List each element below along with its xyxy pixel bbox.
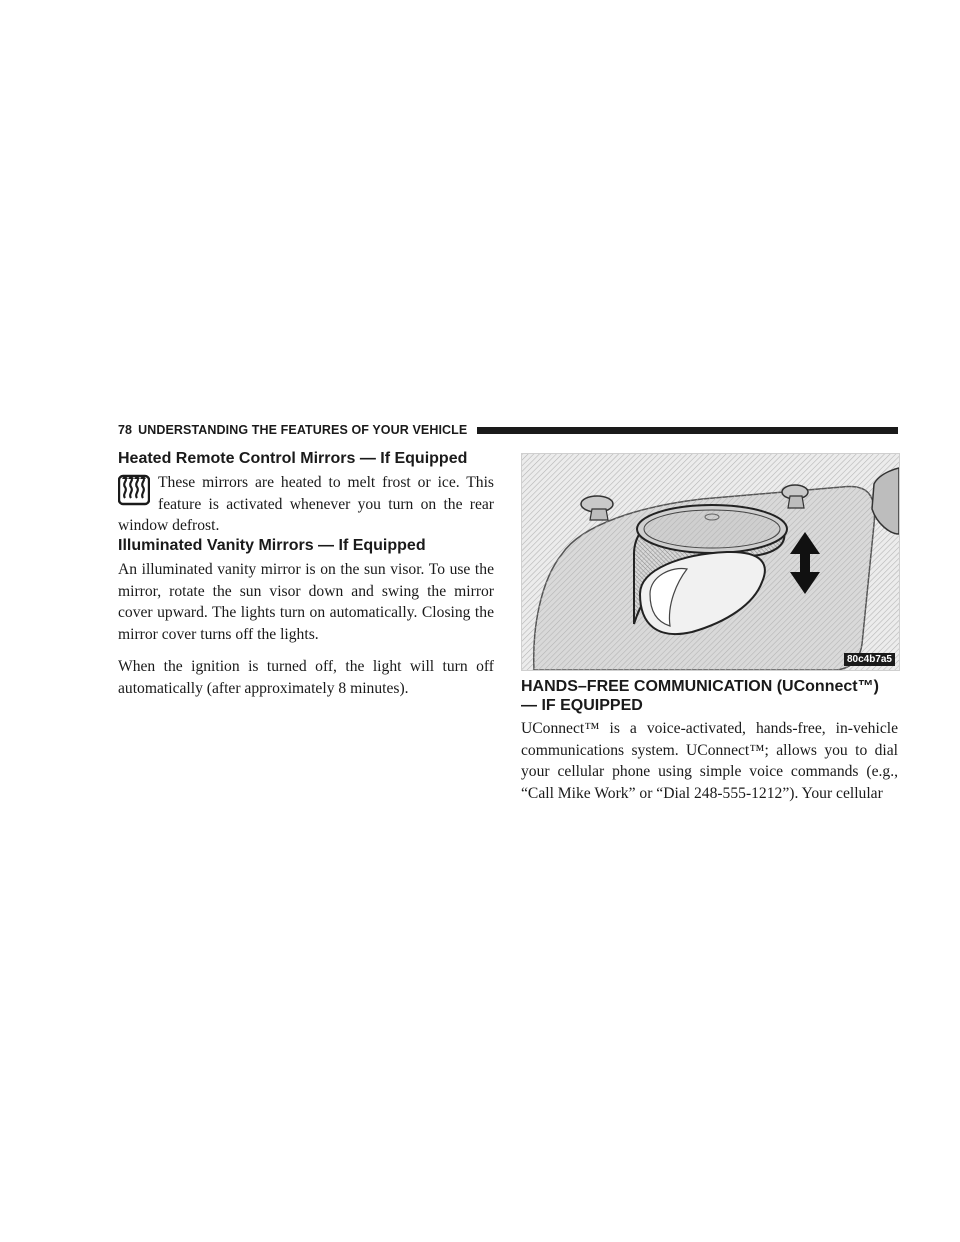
page-number: 78 xyxy=(118,423,133,437)
figure-code: 80c4b7a5 xyxy=(844,653,895,666)
section-body: These mirrors are heated to melt frost or ice. This feature is activated whenever you turn on the rear window defrost. xyxy=(118,474,494,534)
page-header xyxy=(118,421,898,439)
section-body: UConnect™ is a voice-activated, hands-free, in-vehicle communications system. UConnect™; allows you to dial your cellular phone using simple voice commands (e.g., “Call Mike Work” or “Dial 248-555-1212”). Your cellular xyxy=(521,720,898,802)
rear-defrost-icon xyxy=(118,474,150,508)
vanity-mirror-illustration xyxy=(521,453,900,671)
section-heading: Heated Remote Control Mirrors — If Equipped xyxy=(118,450,468,467)
section-heated-mirrors xyxy=(118,449,494,537)
section-hands-free xyxy=(521,677,898,804)
running-title: UNDERSTANDING THE FEATURES OF YOUR VEHICLE xyxy=(138,423,468,437)
paragraph: An illuminated vanity mirror is on the sun visor. To use the mirror, rotate the sun visor down and swing the mirror cover upward. The lights turn on automatically. Closing the mirror cover turns off the lights. xyxy=(118,561,494,643)
paragraph: When the ignition is turned off, the light will turn off automatically (after approximately 8 minutes). xyxy=(118,658,494,697)
section-heading: HANDS–FREE COMMUNICATION (UConnect™) — IF EQUIPPED xyxy=(521,678,879,714)
section-vanity-mirrors xyxy=(118,536,494,699)
section-heading: Illuminated Vanity Mirrors — If Equipped xyxy=(118,537,426,554)
header-rule xyxy=(477,427,898,434)
